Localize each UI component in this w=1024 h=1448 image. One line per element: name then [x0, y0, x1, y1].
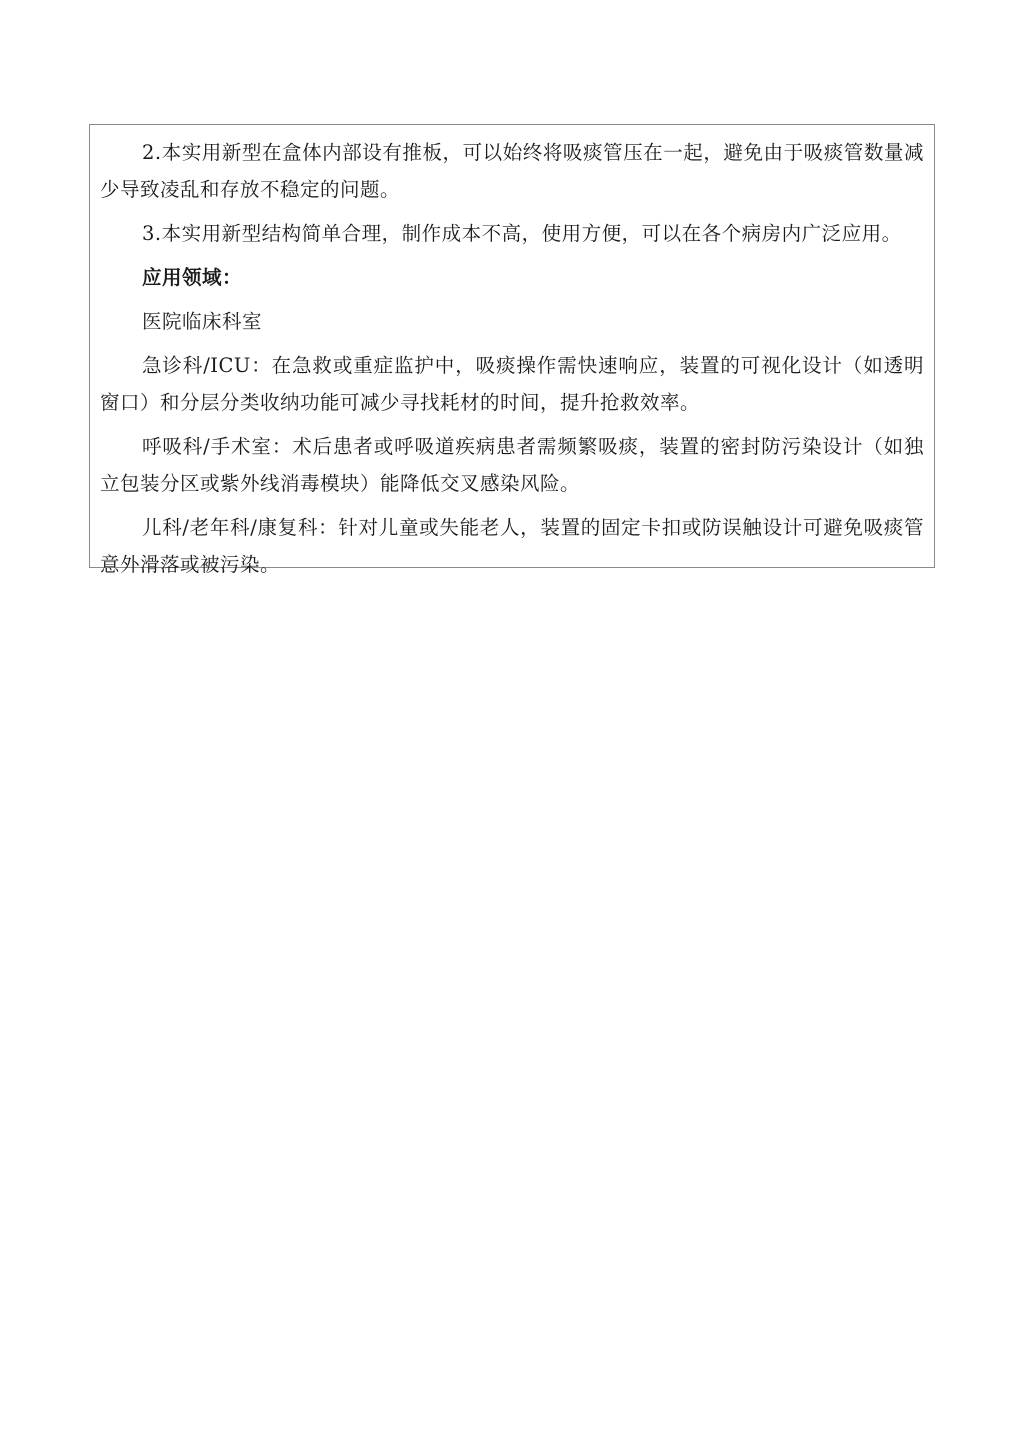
advantage-paragraph-2: 2.本实用新型在盒体内部设有推板，可以始终将吸痰管压在一起，避免由于吸痰管数量减少导致凌乱和存放不稳定的问题。	[100, 141, 924, 201]
application-respiratory-surgery: 呼吸科/手术室：术后患者或呼吸道疾病患者需频繁吸痰，装置的密封防污染设计（如独立包装分区或紫外线消毒模块）能降低交叉感染风险。	[100, 435, 924, 495]
document-table-cell	[89, 124, 935, 576]
application-field-subheading: 医院临床科室	[142, 310, 263, 333]
application-emergency-icu: 急诊科/ICU：在急救或重症监护中，吸痰操作需快速响应，装置的可视化设计（如透明窗口）和分层分类收纳功能可减少寻找耗材的时间，提升抢救效率。	[100, 354, 924, 414]
application-pediatrics-geriatrics: 儿科/老年科/康复科：针对儿童或失能老人，装置的固定卡扣或防误触设计可避免吸痰管意外滑落或被污染。	[100, 516, 924, 576]
application-field-heading: 应用领域：	[142, 266, 243, 289]
advantage-paragraph-3: 3.本实用新型结构简单合理，制作成本不高，使用方便，可以在各个病房内广泛应用。	[142, 222, 902, 245]
